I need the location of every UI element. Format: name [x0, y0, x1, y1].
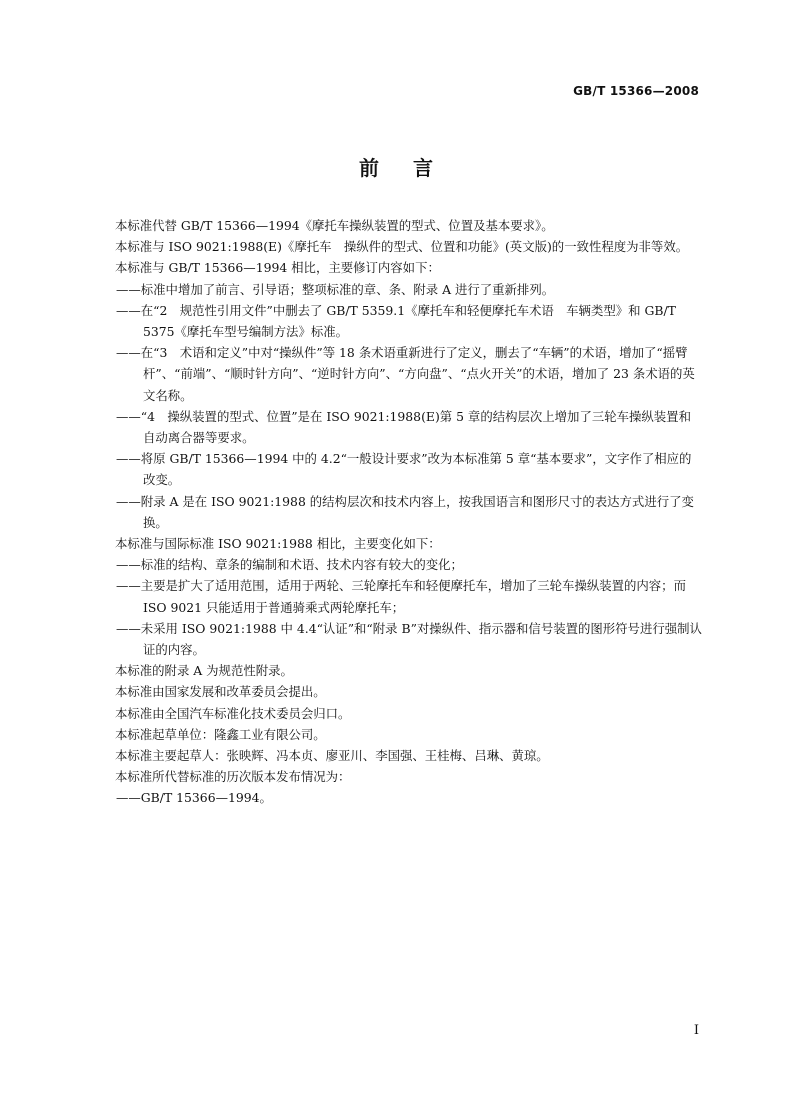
document-body [90, 215, 702, 809]
dash-list-item: ——附录 A 是在 ISO 9021:1988 的结构层次和技术内容上，按我国语言和图形尺寸的表达方式进行了变换。 [116, 493, 694, 530]
paragraph: 本标准的附录 A 为规范性附录。 [115, 663, 293, 679]
dash-list-item: ——将原 GB/T 15366—1994 中的 4.2“一般设计要求”改为本标准第 5 章“基本要求”，文字作了相应的改变。 [116, 451, 692, 488]
dash-list-item: ——在“3 术语和定义”中对“操纵件”等 18 条术语重新进行了定义，删去了“车辆”的术语，增加了“摇臂杆”、“前端”、“顺时针方向”、“逆时针方向”、“方向盘”、“点火开关”的术语，增加了 23 条术语的英文名称。 [116, 345, 695, 403]
dash-list-item: ——在“2 规范性引用文件”中删去了 GB/T 5359.1《摩托车和轻便摩托车术语 车辆类型》和 GB/T 5375《摩托车型号编制方法》标准。 [116, 302, 676, 340]
dash-list-item: ——“4 操纵装置的型式、位置”是在 ISO 9021:1988(E)第 5 章的结构层次上增加了三轮车操纵装置和自动离合器等要求。 [116, 408, 691, 446]
dash-list-item: ——主要是扩大了适用范围，适用于两轮、三轮摩托车和轻便摩托车，增加了三轮车操纵装置的内容；而 ISO 9021 只能适用于普通骑乘式两轮摩托车； [116, 578, 686, 615]
paragraph: 本标准与 ISO 9021:1988(E)《摩托车 操纵件的型式、位置和功能》(英文版)的一致性程度为非等效。 [115, 239, 689, 255]
page-number: I [693, 1023, 699, 1038]
dash-list-item: ——GB/T 15366—1994。 [116, 790, 272, 806]
paragraph: 本标准与国际标准 ISO 9021:1988 相比，主要变化如下： [115, 536, 441, 552]
paragraph: 本标准起草单位：隆鑫工业有限公司。 [115, 726, 326, 742]
paragraph: 本标准与 GB/T 15366—1994 相比，主要修订内容如下： [115, 260, 440, 276]
dash-list-item: ——标准中增加了前言、引导语；整项标准的章、条、附录 A 进行了重新排列。 [116, 281, 555, 297]
paragraph: 本标准所代替标准的历次版本发布情况为： [115, 769, 351, 785]
dash-list-item: ——未采用 ISO 9021:1988 中 4.4“认证”和“附录 B”对操纵件、指示器和信号装置的图形符号进行强制认证的内容。 [116, 620, 702, 658]
paragraph: 本标准由全国汽车标准化技术委员会归口。 [115, 705, 351, 721]
paragraph: 本标准由国家发展和改革委员会提出。 [115, 684, 326, 700]
page-title: 前言 [359, 156, 467, 180]
paragraph: 本标准代替 GB/T 15366—1994《摩托车操纵装置的型式、位置及基本要求》。 [115, 218, 554, 233]
dash-list-item: ——标准的结构、章条的编制和术语、技术内容有较大的变化； [116, 557, 463, 573]
standard-number: GB/T 15366—2008 [573, 84, 699, 98]
paragraph: 本标准主要起草人：张映辉、冯本贞、廖亚川、李国强、王桂梅、吕琳、黄琼。 [115, 748, 549, 764]
